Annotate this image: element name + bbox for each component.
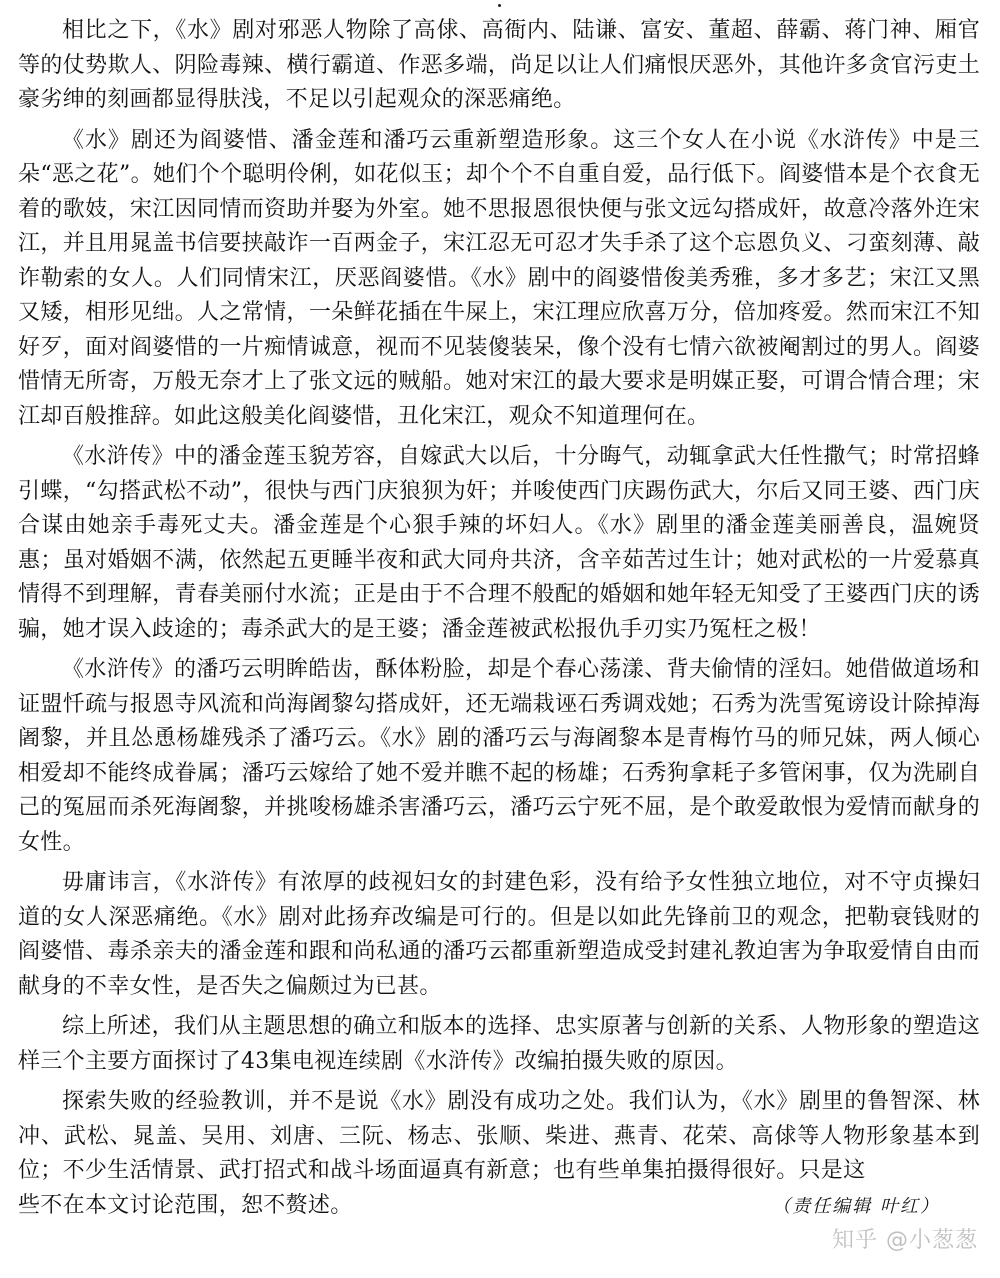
closing-line bbox=[18, 1189, 980, 1225]
paragraph-1: 相比之下，《水》剧对邪恶人物除了高俅、高衙内、陆谦、富安、董超、薛霸、蒋门神、厢官等的仗势欺人、阴险毒辣、横行霸道、作恶多端，尚足以让人们痛恨厌恶外，其他许多贪官污吏土豪劣绅的刻画都显得肤浅，不足以引起观众的深恶痛绝。 bbox=[18, 18, 980, 112]
paragraph-4: 《水浒传》的潘巧云明眸皓齿，酥体粉脸，却是个春心荡漾、背夫偷情的淫妇。她借做道场和证盟忏疏与报恩寺风流和尚海阇黎勾搭成奸，还无端栽诬石秀调戏她；石秀为洗雪冤谤设计除掉海阇黎，并且怂恿杨雄残杀了潘巧云。《水》剧的潘巧云与海阇黎本是青梅竹马的师兄妹，两人倾心相爱却不能终成眷属；潘巧云嫁给了她不爱并瞧不起的杨雄；石秀狗拿耗子多管闲事，仅为洗刷自己的冤屈而杀死海阇黎，并挑唆杨雄杀害潘巧云，潘巧云宁死不屈，是个敢爱敢恨为爱情而献身的女性。 bbox=[18, 657, 980, 855]
paragraph-2: 《水》剧还为阎婆惜、潘金莲和潘巧云重新塑造形象。这三个女人在小说《水浒传》中是三朵“恶之花”。她们个个聪明伶俐，如花似玉；却个个不自重自爱，品行低下。阎婆惜本是个衣食无着的歌妓，宋江因同情而资助并娶为外室。她不思报恩很快便与张文远勾搭成奸，故意冷落外迕宋江，并且用晁盖书信要挟敲诈一百两金子，宋江忍无可忍才失手杀了这个忘恩负义、刁蛮刻薄、敲诈勒索的女人。人们同情宋江，厌恶阎婆惜。《水》剧中的阎婆惜俊美秀雅，多才多艺；宋江又黑又矮，相形见绌。人之常情，一朵鲜花插在牛屎上，宋江理应欣喜万分，倍加疼爱。然而宋江不知好歹，面对阎婆惜的一片痴情诚意，视而不见装傻装呆，像个没有七情六欲被阉割过的男人。阎婆惜情无所寄，万般无奈才上了张文远的贼船。她对宋江的最大要求是明媒正娶，可谓合情合理；宋江却百般推辞。如此这般美化阎婆惜，丑化宋江，观众不知道理何在。 bbox=[18, 127, 980, 429]
top-mark bbox=[498, 4, 501, 7]
paragraph-7 bbox=[18, 1085, 980, 1189]
paragraph-3: 《水浒传》中的潘金莲玉貌芳容，自嫁武大以后，十分晦气，动辄拿武大任性撒气；时常招蜂引蝶，“勾搭武松不动”，很快与西门庆狼狈为奸；并唆使西门庆踢伤武大，尔后又同王婆、西门庆合谋由她亲手毒死丈夫。潘金莲是个心狠手辣的坏妇人。《水》剧里的潘金莲美丽善良，温婉贤惠；虽对婚姻不满，依然起五更睡半夜和武大同舟共济，含辛茹苦过生计；她对武松的一片爱慕真情得不到理解，青春美丽付水流；正是由于不合理不般配的婚姻和她年轻无知受了王婆西门庆的诱骗，她才误入歧途的；毒杀武大的是王婆；潘金莲被武松报仇手刃实乃冤枉之极！ bbox=[18, 444, 980, 642]
paragraph-7-tail: 些不在本文讨论范围，恕不赘述。 bbox=[18, 1192, 353, 1218]
paragraph-7-text: 探索失败的经验教训，并不是说《水》剧没有成功之处。我们认为，《水》剧里的鲁智深、林冲、武松、晁盖、吴用、刘唐、三阮、杨志、张顺、柴进、燕青、花荣、高俅等人物形象基本到位；不少生活情景、武打招式和战斗场面逼真有新意；也有些单集拍摄得很好。只是这 bbox=[18, 1089, 980, 1183]
paragraph-5: 毋庸讳言，《水浒传》有浓厚的歧视妇女的封建色彩，没有给予女性独立地位，对不守贞操妇道的女人深恶痛绝。《水》剧对此扬弃改编是可行的。但是以如此先锋前卫的观念，把勒衰钱财的阎婆惜、毒杀亲夫的潘金莲和跟和尚私通的潘巧云都重新塑造成受封建礼教迫害为争取爱情自由而献身的不幸女性，是否失之偏颇过为已甚。 bbox=[18, 870, 980, 999]
editor-credit: （责任编辑 叶红） bbox=[772, 1195, 940, 1217]
article-body bbox=[18, 14, 980, 1224]
paragraph-6: 综上所述，我们从主题思想的确立和版本的选择、忠实原著与创新的关系、人物形象的塑造这样三个主要方面探讨了43集电视连续剧《水浒传》改编拍摄失败的原因。 bbox=[18, 1014, 980, 1074]
zhihu-watermark: 知乎 @小葱葱 bbox=[832, 1228, 978, 1253]
